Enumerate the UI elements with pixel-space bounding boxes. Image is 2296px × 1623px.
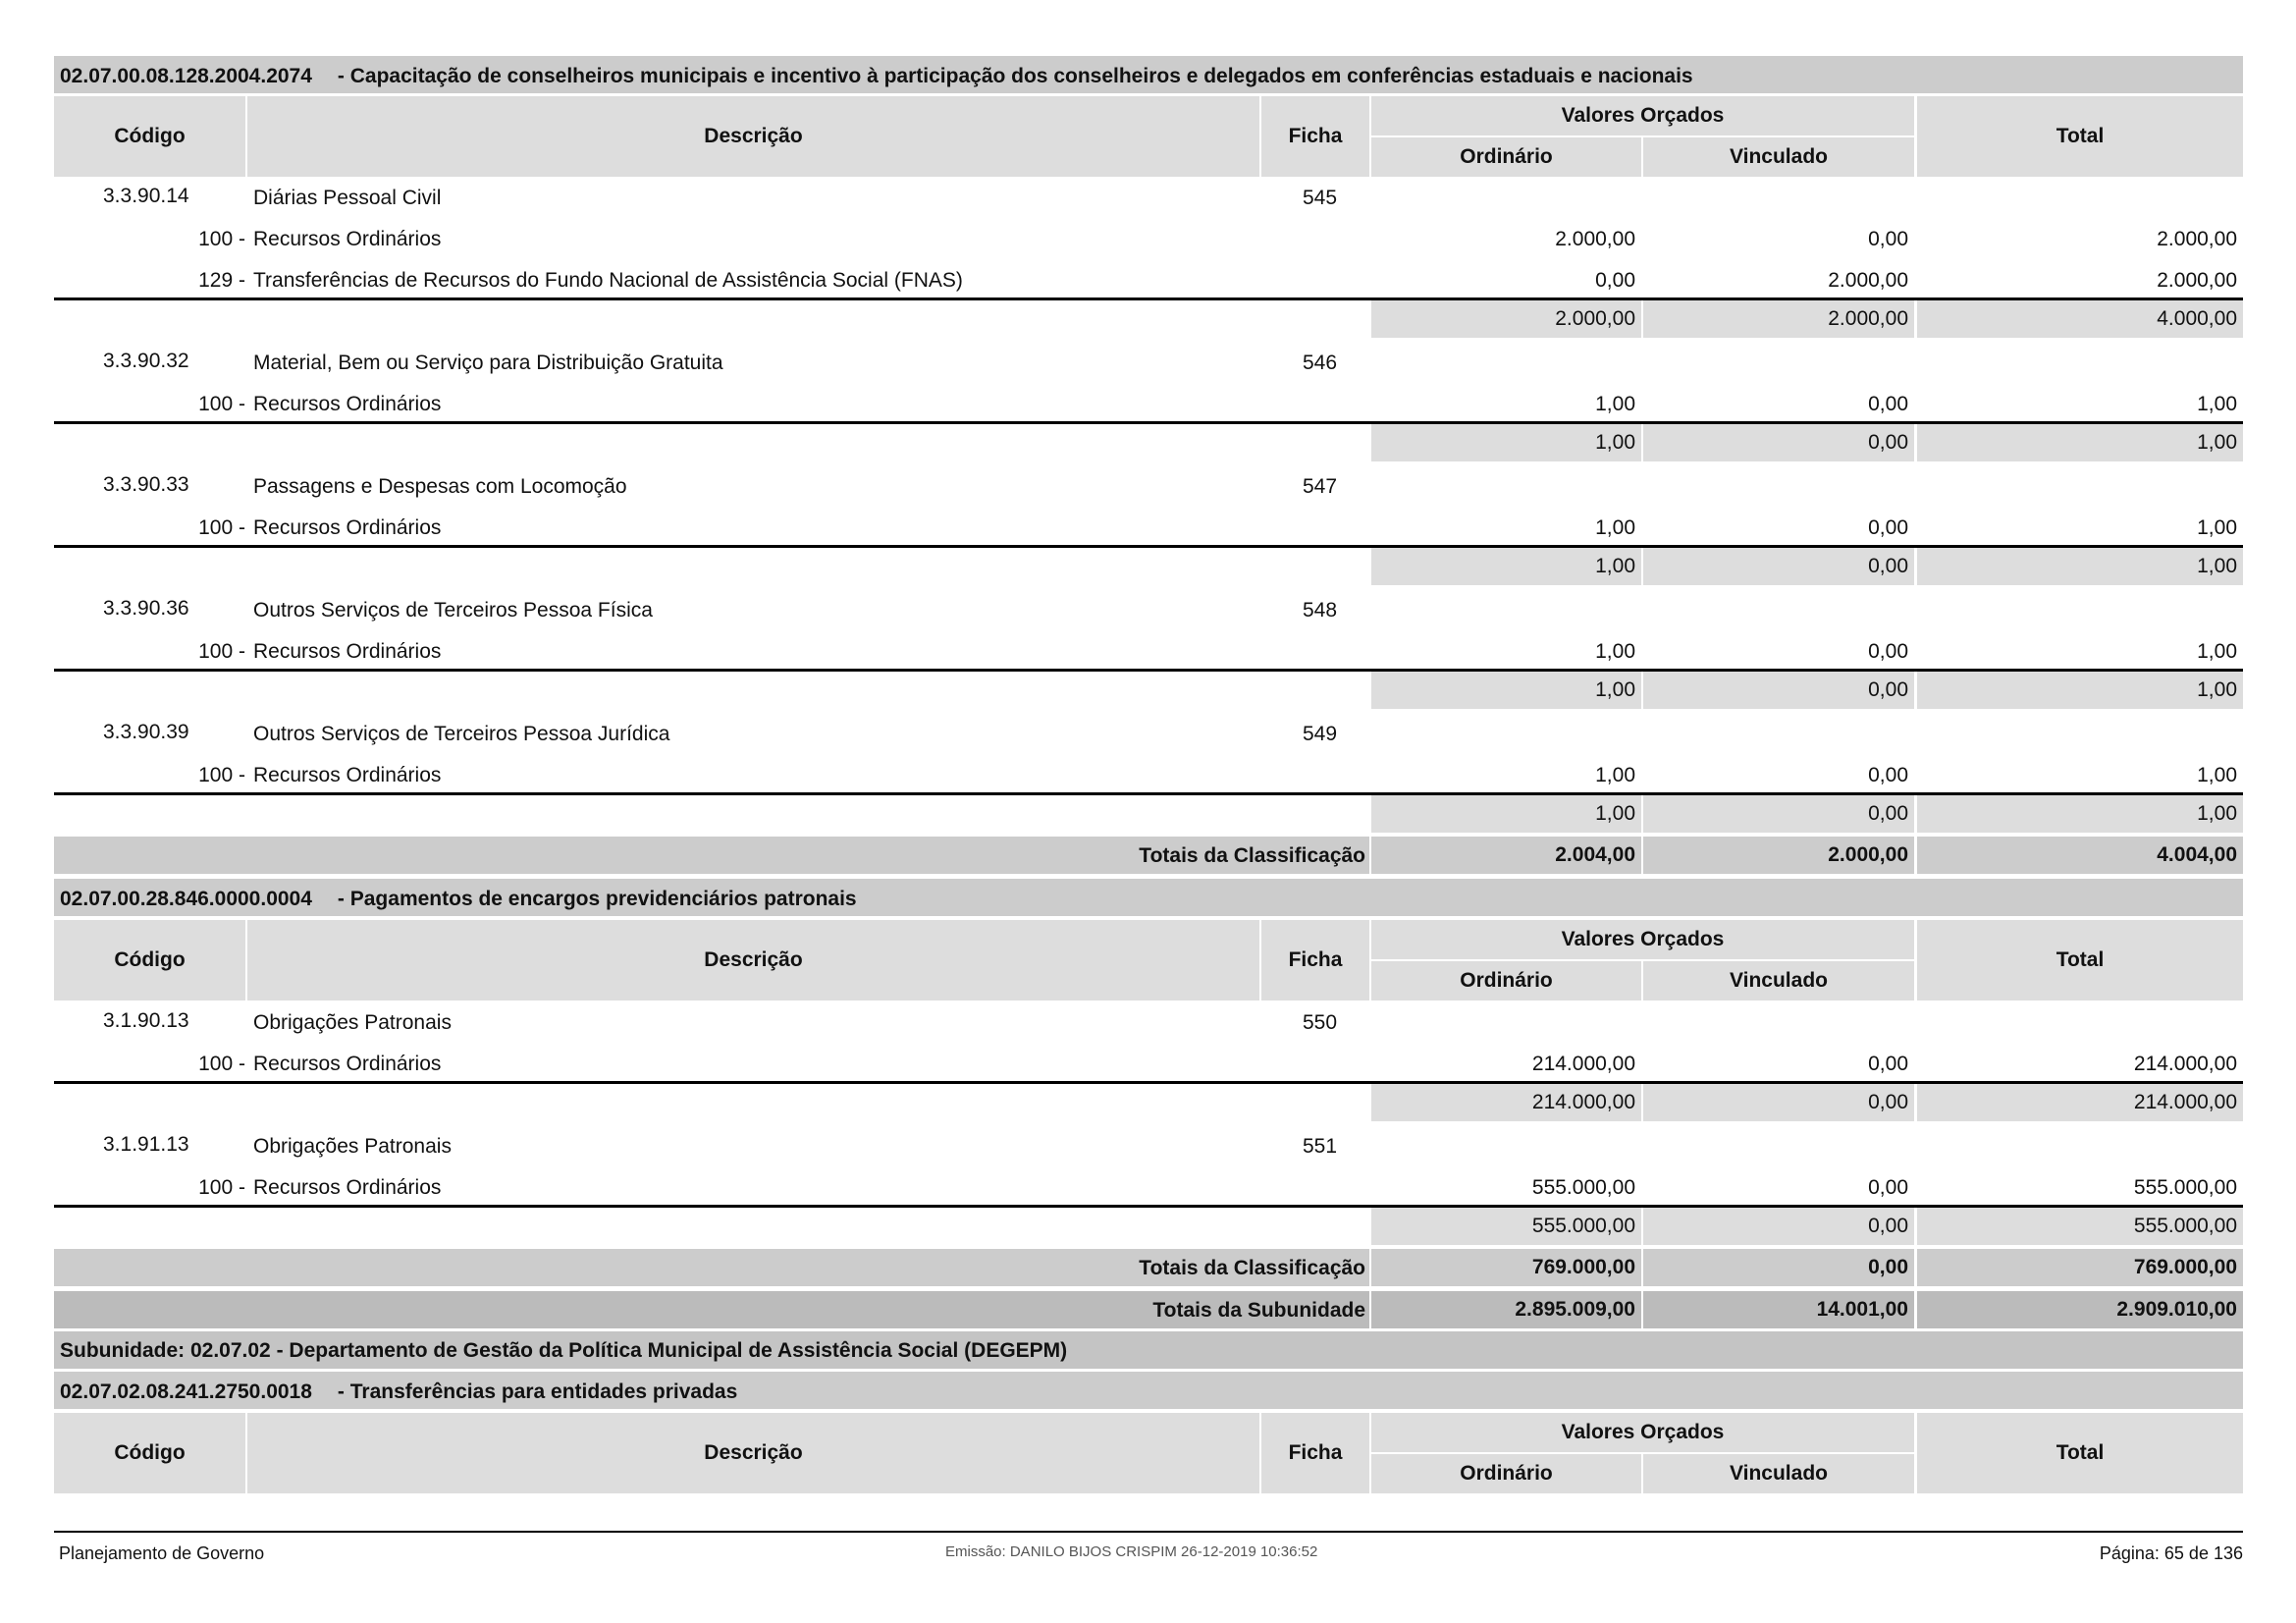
source-name: Recursos Ordinários — [253, 640, 442, 663]
source-value-vinculado: 0,00 — [1868, 228, 1908, 250]
item-divider — [54, 669, 2243, 672]
class-total-label-cell — [54, 837, 1369, 874]
item-description: Outros Serviços de Terceiros Pessoa Jurídica — [253, 723, 670, 745]
item-ficha: 548 — [1303, 599, 1338, 622]
source-name: Recursos Ordinários — [253, 764, 442, 786]
source-value-ordinario: 1,00 — [1595, 640, 1635, 663]
item-code: 3.1.91.13 — [103, 1133, 189, 1156]
column-header-vinculado: Vinculado — [1643, 1454, 1914, 1493]
source-name: Recursos Ordinários — [253, 393, 442, 415]
source-value-vinculado: 0,00 — [1868, 516, 1908, 539]
footer-page-number: Página: 65 de 136 — [2099, 1543, 2243, 1563]
column-header-vinculado: Vinculado — [1643, 961, 1914, 1001]
item-subtotal-total: 1,00 — [1917, 548, 2243, 585]
column-header-ficha: Ficha — [1261, 1413, 1369, 1493]
footer-divider — [54, 1531, 2243, 1533]
item-code: 3.3.90.14 — [103, 185, 189, 207]
section-title — [60, 65, 1693, 88]
item-subtotal-ordinario: 2.000,00 — [1371, 300, 1641, 338]
source-value-ordinario: 0,00 — [1595, 269, 1635, 292]
source-value-ordinario: 214.000,00 — [1531, 1053, 1635, 1075]
item-description: Diárias Pessoal Civil — [253, 187, 442, 209]
source-value-total: 1,00 — [2197, 393, 2237, 415]
section-code: 02.07.00.08.128.2004.2074 — [60, 65, 312, 87]
item-ficha: 545 — [1303, 187, 1338, 209]
section-code: 02.07.02.08.241.2750.0018 — [60, 1380, 312, 1403]
item-subtotal-ordinario: 1,00 — [1371, 795, 1641, 833]
subunit-header — [54, 1331, 2243, 1369]
source-value-total: 1,00 — [2197, 516, 2237, 539]
section-code: 02.07.00.28.846.0000.0004 — [60, 888, 312, 910]
item-divider — [54, 298, 2243, 300]
column-header-descricao: Descrição — [247, 1413, 1259, 1493]
source-code: 100 - — [198, 393, 245, 415]
item-code: 3.3.90.39 — [103, 721, 189, 743]
item-subtotal-total: 1,00 — [1917, 795, 2243, 833]
column-header-total: Total — [1917, 96, 2243, 177]
column-header-ordinario: Ordinário — [1371, 1454, 1641, 1493]
item-divider — [54, 1081, 2243, 1084]
item-ficha: 550 — [1303, 1011, 1338, 1034]
item-subtotal-vinculado: 0,00 — [1643, 672, 1914, 709]
item-description: Obrigações Patronais — [253, 1011, 452, 1034]
source-code: 100 - — [198, 1053, 245, 1075]
column-header-codigo: Código — [54, 96, 245, 177]
column-header-total: Total — [1917, 1413, 2243, 1493]
subunit-label: Subunidade: 02.07.02 - Departamento de Gestão da Política Municipal de Assistência Social (DEGEPM) — [60, 1339, 1068, 1362]
item-description: Passagens e Despesas com Locomoção — [253, 475, 627, 498]
item-divider — [54, 421, 2243, 424]
source-value-ordinario: 1,00 — [1595, 516, 1635, 539]
subunit-total-total: 2.909.010,00 — [1917, 1291, 2243, 1328]
section-title — [60, 888, 857, 911]
item-subtotal-ordinario: 555.000,00 — [1371, 1208, 1641, 1245]
item-divider — [54, 545, 2243, 548]
item-description: Obrigações Patronais — [253, 1135, 452, 1158]
column-header-ficha: Ficha — [1261, 96, 1369, 177]
section-title — [60, 1380, 737, 1404]
column-header-codigo: Código — [54, 920, 245, 1001]
column-header-valores-orcados: Valores Orçados — [1371, 96, 1914, 135]
item-subtotal-total: 1,00 — [1917, 672, 2243, 709]
item-description: Material, Bem ou Serviço para Distribuição Gratuita — [253, 352, 723, 374]
source-code: 100 - — [198, 228, 245, 250]
subunit-total-ordinario: 2.895.009,00 — [1371, 1291, 1641, 1328]
class-total-vinculado: 0,00 — [1643, 1249, 1914, 1286]
source-value-vinculado: 2.000,00 — [1828, 269, 1908, 292]
source-value-total: 214.000,00 — [2133, 1053, 2237, 1075]
item-code: 3.3.90.33 — [103, 473, 189, 496]
item-divider — [54, 1205, 2243, 1208]
column-header-codigo: Código — [54, 1413, 245, 1493]
source-code: 129 - — [198, 269, 245, 292]
item-subtotal-vinculado: 2.000,00 — [1643, 300, 1914, 338]
source-value-vinculado: 0,00 — [1868, 764, 1908, 786]
class-total-vinculado: 2.000,00 — [1643, 837, 1914, 874]
item-code: 3.1.90.13 — [103, 1009, 189, 1032]
source-value-vinculado: 0,00 — [1868, 640, 1908, 663]
item-subtotal-ordinario: 1,00 — [1371, 548, 1641, 585]
class-total-total: 4.004,00 — [1917, 837, 2243, 874]
column-header-vinculado: Vinculado — [1643, 137, 1914, 177]
subunit-total-label: Totais da Subunidade — [1152, 1299, 1365, 1322]
item-subtotal-vinculado: 0,00 — [1643, 548, 1914, 585]
item-divider — [54, 792, 2243, 795]
section-description: - Pagamentos de encargos previdenciários patronais — [337, 888, 857, 910]
item-subtotal-total: 4.000,00 — [1917, 300, 2243, 338]
source-name: Transferências de Recursos do Fundo Nacional de Assistência Social (FNAS) — [253, 269, 963, 292]
column-header-ficha: Ficha — [1261, 920, 1369, 1001]
section-description: - Capacitação de conselheiros municipais e incentivo à participação dos conselheiros e delegados em conferências estaduais e nacionais — [337, 65, 1693, 87]
source-value-ordinario: 555.000,00 — [1531, 1176, 1635, 1199]
item-ficha: 547 — [1303, 475, 1338, 498]
source-code: 100 - — [198, 640, 245, 663]
item-subtotal-ordinario: 1,00 — [1371, 424, 1641, 461]
class-total-label-cell — [54, 1249, 1369, 1286]
column-header-ordinario: Ordinário — [1371, 961, 1641, 1001]
class-total-total: 769.000,00 — [1917, 1249, 2243, 1286]
source-value-ordinario: 1,00 — [1595, 764, 1635, 786]
source-value-total: 1,00 — [2197, 640, 2237, 663]
item-subtotal-vinculado: 0,00 — [1643, 1084, 1914, 1121]
item-subtotal-vinculado: 0,00 — [1643, 795, 1914, 833]
item-code: 3.3.90.32 — [103, 350, 189, 372]
item-subtotal-vinculado: 0,00 — [1643, 1208, 1914, 1245]
source-value-vinculado: 0,00 — [1868, 1176, 1908, 1199]
section-title-bar — [54, 1372, 2243, 1409]
item-ficha: 551 — [1303, 1135, 1338, 1158]
column-header-ordinario: Ordinário — [1371, 137, 1641, 177]
source-code: 100 - — [198, 764, 245, 786]
class-total-label: Totais da Classificação — [1139, 844, 1365, 867]
source-value-total: 2.000,00 — [2157, 269, 2237, 292]
column-header-descricao: Descrição — [247, 96, 1259, 177]
source-value-total: 555.000,00 — [2133, 1176, 2237, 1199]
source-value-total: 1,00 — [2197, 764, 2237, 786]
item-subtotal-total: 214.000,00 — [1917, 1084, 2243, 1121]
subunit-total-label-cell — [54, 1291, 1369, 1328]
class-total-label: Totais da Classificação — [1139, 1257, 1365, 1279]
source-name: Recursos Ordinários — [253, 1053, 442, 1075]
column-header-total: Total — [1917, 920, 2243, 1001]
column-header-descricao: Descrição — [247, 920, 1259, 1001]
footer-left: Planejamento de Governo — [59, 1543, 265, 1563]
source-value-vinculado: 0,00 — [1868, 393, 1908, 415]
source-code: 100 - — [198, 516, 245, 539]
item-ficha: 549 — [1303, 723, 1338, 745]
source-value-ordinario: 2.000,00 — [1555, 228, 1635, 250]
item-subtotal-total: 555.000,00 — [1917, 1208, 2243, 1245]
item-description: Outros Serviços de Terceiros Pessoa Física — [253, 599, 653, 622]
column-header-valores-orcados: Valores Orçados — [1371, 1413, 1914, 1452]
source-name: Recursos Ordinários — [253, 228, 442, 250]
source-value-vinculado: 0,00 — [1868, 1053, 1908, 1075]
source-value-ordinario: 1,00 — [1595, 393, 1635, 415]
item-subtotal-ordinario: 1,00 — [1371, 672, 1641, 709]
source-code: 100 - — [198, 1176, 245, 1199]
source-value-total: 2.000,00 — [2157, 228, 2237, 250]
section-title-bar — [54, 879, 2243, 916]
footer-emission: Emissão: DANILO BIJOS CRISPIM 26-12-2019 10:36:52 — [945, 1543, 1318, 1560]
item-subtotal-ordinario: 214.000,00 — [1371, 1084, 1641, 1121]
class-total-ordinario: 769.000,00 — [1371, 1249, 1641, 1286]
item-code: 3.3.90.36 — [103, 597, 189, 620]
section-description: - Transferências para entidades privadas — [337, 1380, 738, 1403]
subunit-total-vinculado: 14.001,00 — [1643, 1291, 1914, 1328]
item-subtotal-total: 1,00 — [1917, 424, 2243, 461]
source-name: Recursos Ordinários — [253, 1176, 442, 1199]
source-name: Recursos Ordinários — [253, 516, 442, 539]
class-total-ordinario: 2.004,00 — [1371, 837, 1641, 874]
item-ficha: 546 — [1303, 352, 1338, 374]
item-subtotal-vinculado: 0,00 — [1643, 424, 1914, 461]
section-title-bar — [54, 56, 2243, 93]
column-header-valores-orcados: Valores Orçados — [1371, 920, 1914, 959]
